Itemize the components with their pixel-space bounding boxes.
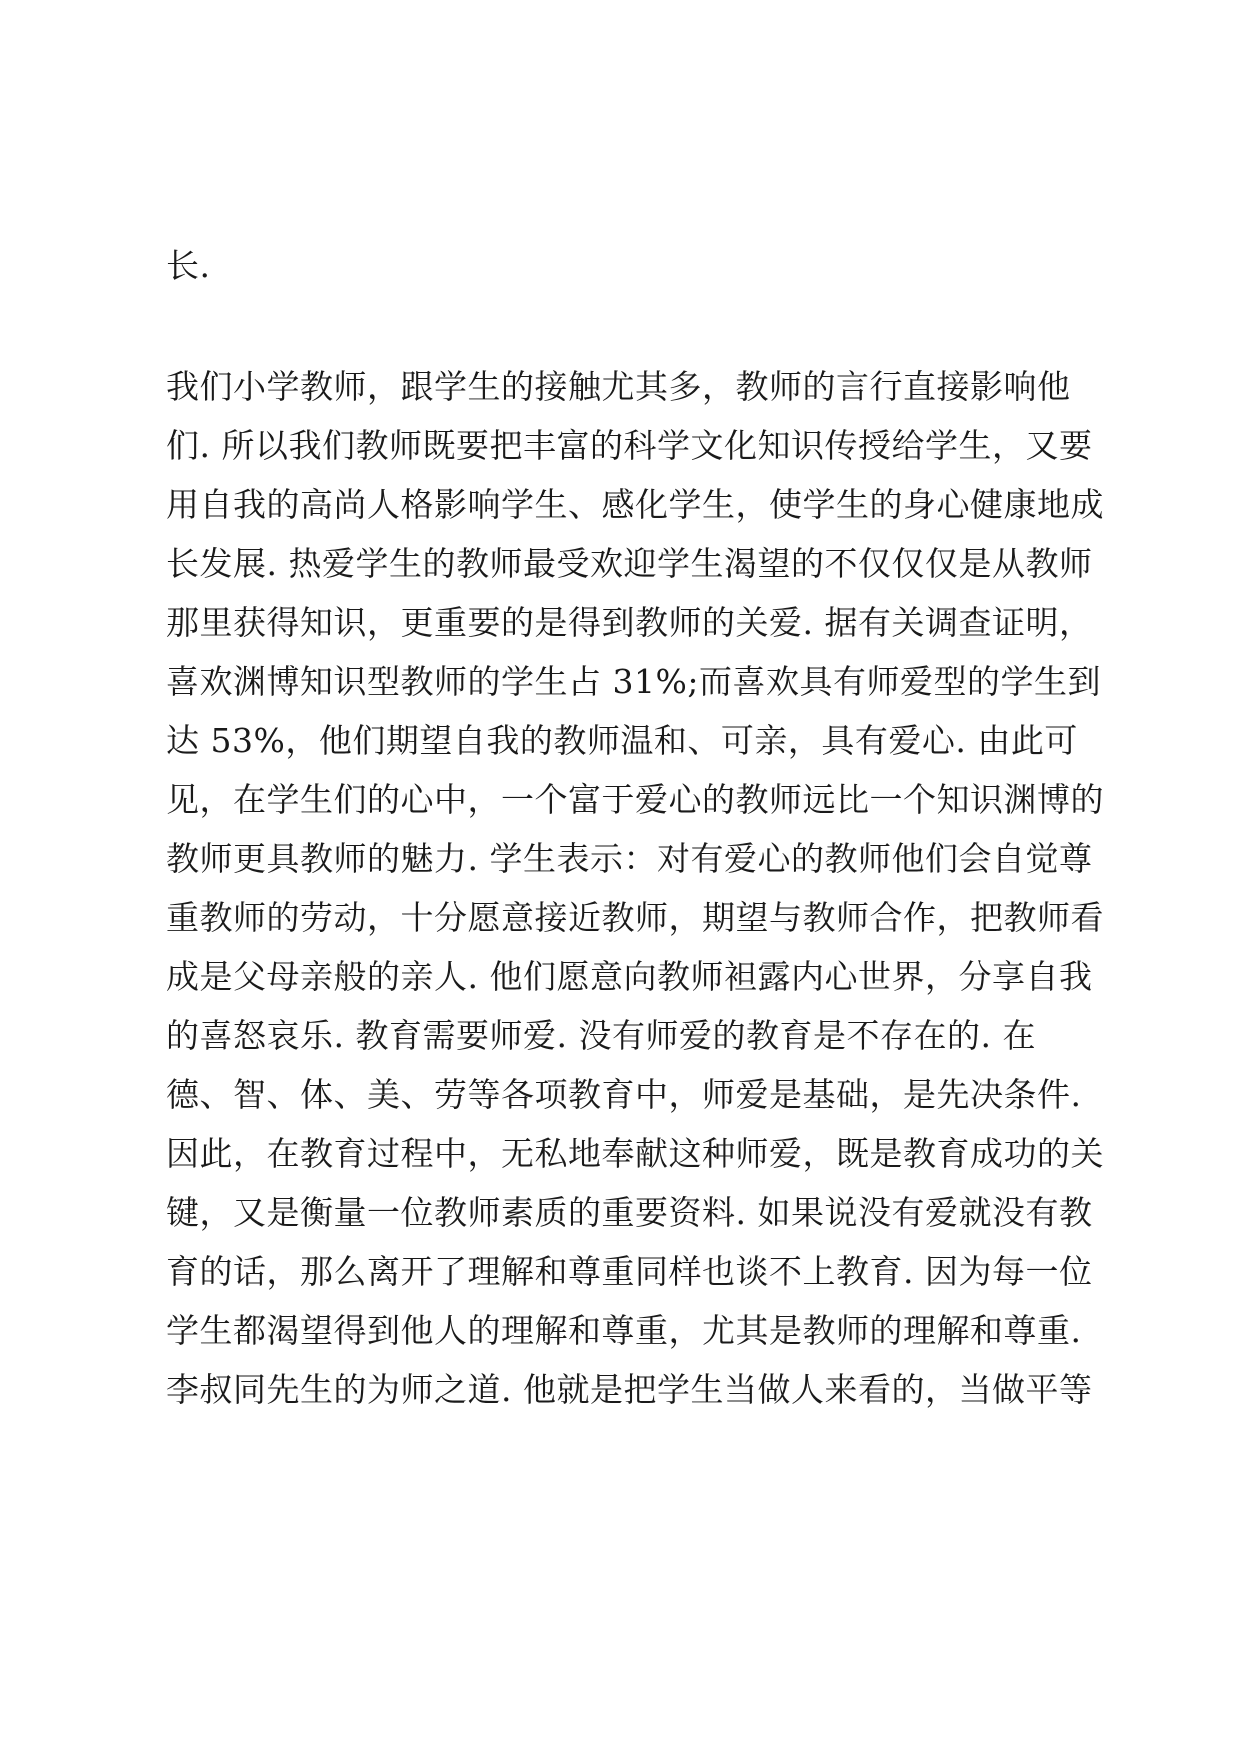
paragraph-line: 那里获得知识，更重要的是得到教师的关爱. 据有关调查证明， bbox=[166, 603, 1093, 642]
paragraph-line: 学生都渴望得到他人的理解和尊重，尤其是教师的理解和尊重. bbox=[166, 1311, 1082, 1350]
paragraph-line: 德、智、体、美、劳等各项教育中，师爱是基础，是先决条件. bbox=[166, 1075, 1082, 1114]
paragraph-line: 达 53%，他们期望自我的教师温和、可亲，具有爱心. 由此可 bbox=[166, 721, 1078, 760]
paragraph-line: 们. 所以我们教师既要把丰富的科学文化知识传授给学生，又要 bbox=[166, 426, 1093, 465]
paragraph-line: 李叔同先生的为师之道. 他就是把学生当做人来看的，当做平等 bbox=[166, 1370, 1093, 1409]
paragraph-line: 见，在学生们的心中，一个富于爱心的教师远比一个知识渊博的 bbox=[166, 780, 1104, 819]
main-paragraph bbox=[166, 357, 1104, 1419]
paragraph-line: 我们小学教师，跟学生的接触尤其多，教师的言行直接影响他 bbox=[166, 367, 1071, 406]
paragraph-line: 成是父母亲般的亲人. 他们愿意向教师袒露内心世界，分享自我 bbox=[166, 957, 1093, 996]
paragraph-line: 的喜怒哀乐. 教育需要师爱. 没有师爱的教育是不存在的. 在 bbox=[166, 1016, 1036, 1055]
paragraph-line: 重教师的劳动，十分愿意接近教师，期望与教师合作，把教师看 bbox=[166, 898, 1104, 937]
paragraph-line: 喜欢渊博知识型教师的学生占 31%;而喜欢具有师爱型的学生到 bbox=[166, 662, 1101, 701]
paragraph-line: 长. bbox=[166, 246, 211, 285]
paragraph-line: 用自我的高尚人格影响学生、感化学生，使学生的身心健康地成 bbox=[166, 485, 1104, 524]
opening-paragraph bbox=[166, 236, 1096, 295]
paragraph-line: 键，又是衡量一位教师素质的重要资料. 如果说没有爱就没有教 bbox=[166, 1193, 1093, 1232]
paragraph-line: 长发展. 热爱学生的教师最受欢迎学生渴望的不仅仅仅是从教师 bbox=[166, 544, 1093, 583]
paragraph-line: 教师更具教师的魅力. 学生表示：对有爱心的教师他们会自觉尊 bbox=[166, 839, 1093, 878]
paragraph-line: 因此，在教育过程中，无私地奉献这种师爱，既是教育成功的关 bbox=[166, 1134, 1104, 1173]
paragraph-line: 育的话，那么离开了理解和尊重同样也谈不上教育. 因为每一位 bbox=[166, 1252, 1093, 1291]
